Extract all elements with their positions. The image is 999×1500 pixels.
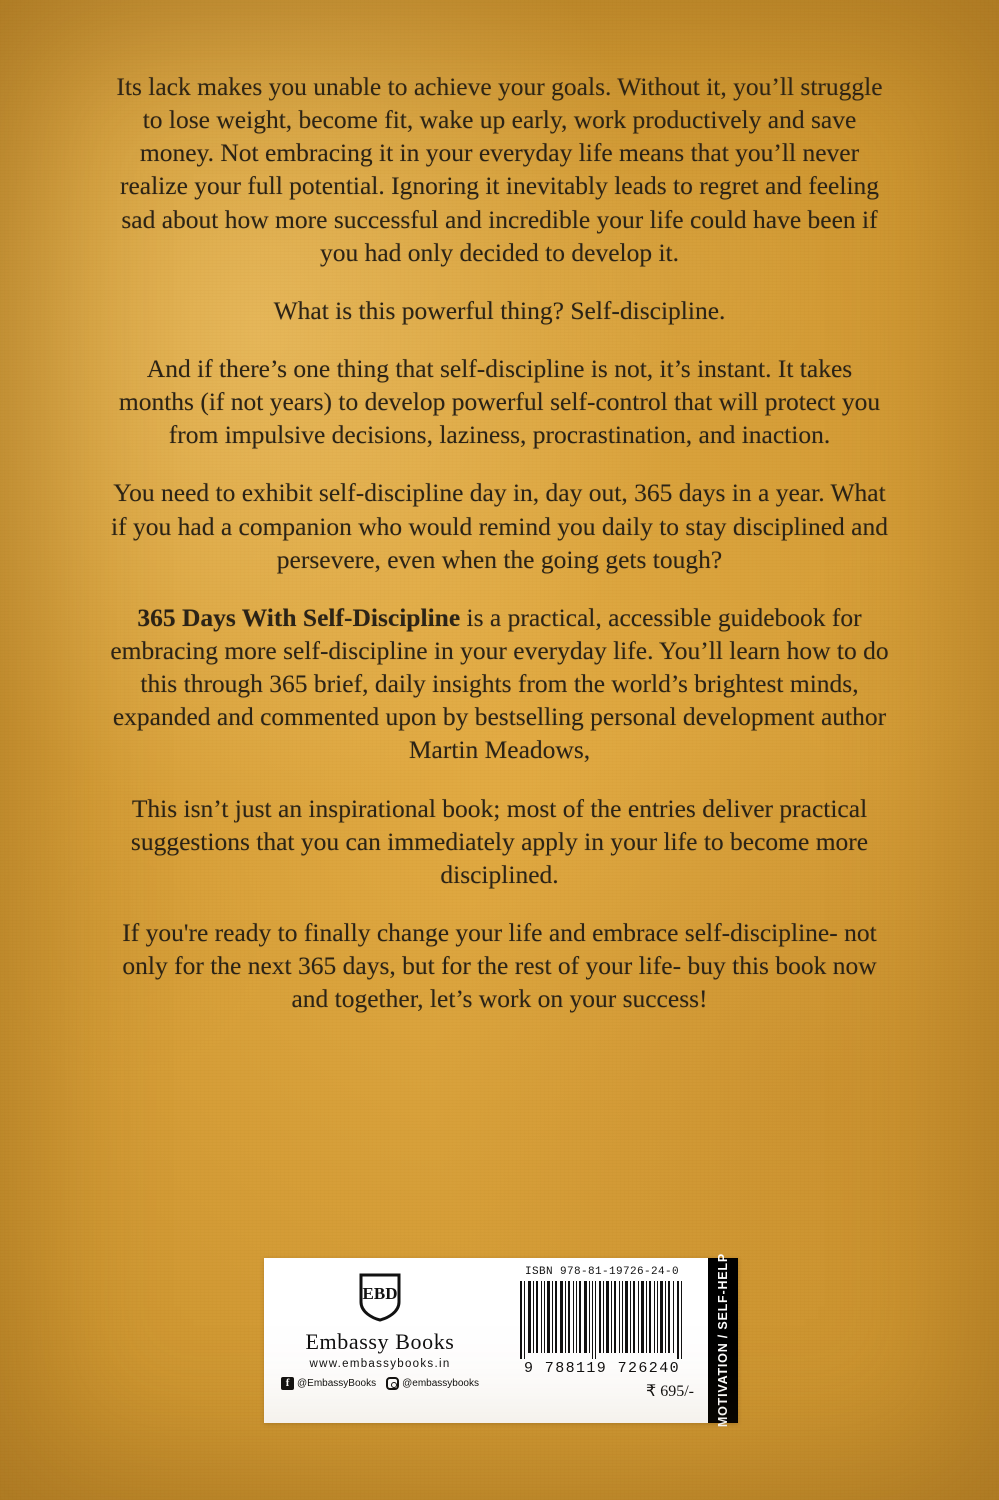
isbn-label: ISBN 978-81-19726-24-0 [524,1266,680,1278]
publisher-panel [264,1258,496,1423]
back-cover-blurb [110,70,889,1015]
book-title-inline: 365 Days With Self-Discipline [137,602,461,632]
instagram-handle[interactable] [386,1377,479,1390]
blurb-paragraph-title [110,601,889,767]
category-strip [708,1253,738,1428]
price-label: ₹ 695/- [646,1383,694,1400]
svg-text:EBD: EBD [362,1284,398,1303]
blurb-paragraph-3: And if there’s one thing that self-discipline is not, it’s instant. It takes months (if not years) to develop powerful self-control that will protect you from impulsive decisions, laziness, procrastination, and inaction. [118,353,881,450]
category-label: MOTIVATION / SELF-HELP [716,1253,730,1428]
facebook-handle[interactable] [281,1377,376,1390]
publisher-social-links [281,1377,479,1390]
book-title-paragraph-rest: is a practical, accessible guidebook for embracing more self-discipline in your everyday life. You’ll learn how to do this through 365 brief, daily insights from the world’s brightest minds, expanded and commented upon by bestselling personal development author Martin Meadows, [110,602,889,765]
publisher-name: Embassy Books [305,1329,455,1354]
publisher-website: www.embassybooks.in [309,1358,451,1370]
blurb-paragraph-4: You need to exhibit self-discipline day in, day out, 365 days in a year. What if you had a companion who would remind you daily to stay disciplined and persevere, even when the going gets tough? [111,478,888,574]
cover-footer-block [264,1253,738,1428]
barcode-digits: 9 788119 726240 [523,1360,681,1377]
facebook-handle-label: @EmbassyBooks [297,1378,377,1389]
embassy-books-shield-icon [358,1272,402,1322]
blurb-paragraph-6: This isn’t just an inspirational book; most of the entries deliver practical suggestions that you can immediately apply in your life to become more disciplined. [130,793,869,889]
blurb-paragraph-2: What is this powerful thing? Self-discipline. [273,295,726,325]
instagram-handle-label: @embassybooks [402,1378,479,1389]
barcode-image [518,1281,686,1359]
blurb-paragraph-1: Its lack makes you unable to achieve your goals. Without it, you’ll struggle to lose weight, become fit, wake up early, work productively and save money. Not embracing it in your everyday life means that you’ll never realize your full potential. Ignoring it inevitably leads to regret and feeling sad about how more successful and incredible your life could have been if you had only decided to develop it. [116,72,883,267]
instagram-icon [386,1377,399,1390]
blurb-paragraph-7: If you're ready to finally change your life and embrace self-discipline- not only for the next 365 days, but for the rest of your life- buy this book now and together, let’s work on your success! [122,917,877,1014]
facebook-icon: f [281,1377,294,1390]
isbn-barcode-panel [496,1258,708,1423]
